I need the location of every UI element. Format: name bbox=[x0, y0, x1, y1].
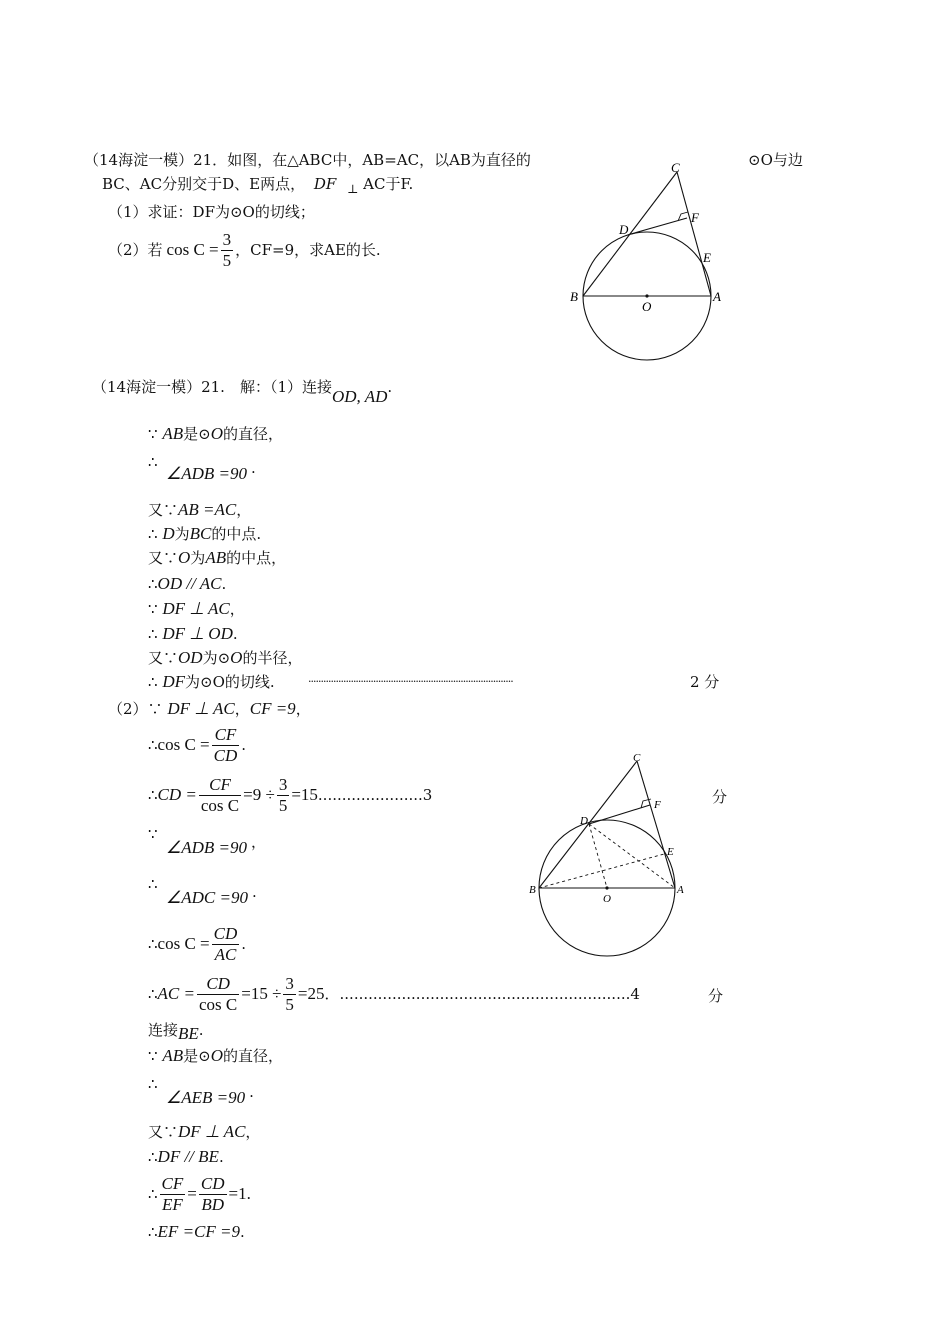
step-10-dots: ·················································································· bbox=[308, 675, 513, 688]
step-7: ∵ DF ⊥ AC， bbox=[148, 599, 245, 618]
fig2-label-f: F bbox=[654, 799, 661, 811]
solution-header bbox=[92, 377, 393, 406]
fig1-label-c: C bbox=[671, 160, 680, 175]
problem-statement-tail: ⊙O与边 bbox=[748, 151, 803, 169]
calc-5-fraction: $\frac{CD}{AC}$ bbox=[213, 923, 238, 964]
part2-pre: （2）若 bbox=[108, 241, 163, 259]
fig2-label-c: C bbox=[633, 752, 641, 764]
calc-13: ∴EF =CF =9. bbox=[148, 1222, 245, 1241]
calc-4-symbol: ∴ bbox=[148, 875, 158, 893]
calc-5: ∴ cos C = $\frac{CD}{AC}$ . bbox=[148, 923, 247, 964]
calc-6-fraction-b: $\frac{3}{5}$ bbox=[285, 973, 294, 1014]
score-4: 分 bbox=[708, 987, 724, 1005]
part2-start: （2）∵ DF ⊥ AC，CF =9， bbox=[108, 699, 311, 718]
problem-part-1: （1）求证：DF为⊙O的切线； bbox=[108, 203, 315, 221]
step-5: 又∵O为AB的中点， bbox=[148, 548, 287, 567]
calc-6: ∴ AC = $\frac{CD}{\text{cos C}}$ =15 ÷ $\frac{3}{5}$ =25 ．.............................................................4 bbox=[148, 973, 640, 1014]
solution-header-math: OD, AD bbox=[332, 387, 388, 406]
calc-12: ∴ $\frac{CF}{EF}$ = $\frac{CD}{BD}$ =1. bbox=[148, 1173, 251, 1214]
step-2: ∠ADB =90 . bbox=[166, 459, 256, 483]
calc-2: ∴ CD = $\frac{CF}{\text{cos C}}$ =9 ÷ $\frac{3}{5}$ =15 ......................3 bbox=[148, 774, 433, 815]
calc-3: ∠ADB =90 ， bbox=[166, 833, 267, 857]
calc-12-fraction-a: $\frac{CF}{EF}$ bbox=[161, 1173, 184, 1214]
calc-10: 又∵DF ⊥ AC， bbox=[148, 1122, 261, 1141]
calc-2-fraction-b: $\frac{3}{5}$ bbox=[278, 774, 288, 815]
part2-post: ，CF=9，求AE的长. bbox=[235, 241, 381, 259]
figure-1 bbox=[560, 155, 740, 365]
calc-6-fraction: $\frac{CD}{\text{cos C}}$ bbox=[199, 973, 238, 1014]
fig1-label-o: O bbox=[642, 299, 652, 314]
fig1-label-e: E bbox=[703, 250, 711, 265]
fig2-label-o: O bbox=[603, 893, 611, 905]
calc-7: 连接BE. bbox=[148, 1021, 204, 1043]
problem-df: DF bbox=[313, 175, 337, 193]
calc-9: ∠AEB =90 . bbox=[166, 1083, 254, 1107]
step-10: ∴ DF为⊙O的切线. bbox=[148, 672, 275, 691]
problem-statement-b: BC、AC分别交于D、E两点， bbox=[102, 175, 306, 193]
solution-header-text: （14海淀一模）21. 解：（1）连接 bbox=[92, 378, 332, 396]
calc-8: ∵ AB是⊙O的直径， bbox=[148, 1046, 283, 1065]
part2-fraction: $\frac{3}{5}$ bbox=[222, 229, 232, 270]
perp-symbol: ⊥ bbox=[347, 182, 359, 196]
step-4: ∴ D为BC的中点. bbox=[148, 524, 262, 543]
problem-part-2 bbox=[108, 226, 381, 274]
fig2-label-b: B bbox=[529, 884, 536, 896]
fig2-label-a: A bbox=[677, 884, 684, 896]
calc-4: ∠ADC =90 . bbox=[166, 883, 257, 907]
calc-1: ∴ cos C = $\frac{CF}{CD}$ . bbox=[148, 724, 247, 765]
calc-2-fraction: $\frac{CF}{\text{cos C}}$ bbox=[200, 774, 240, 815]
calc-3-symbol: ∵ bbox=[148, 825, 158, 843]
step-3: 又∵AB =AC， bbox=[148, 500, 252, 519]
fig2-label-e: E bbox=[667, 846, 674, 858]
problem-statement-a: 如图，在△ABC中，AB=AC，以AB为直径的 bbox=[227, 151, 531, 169]
calc-12-fraction-b: $\frac{CD}{BD}$ bbox=[200, 1173, 225, 1214]
step-9: 又∵OD为⊙O的半径， bbox=[148, 648, 303, 667]
calc-1-fraction: $\frac{CF}{CD}$ bbox=[213, 724, 238, 765]
figure-2 bbox=[525, 745, 695, 960]
solution-header-dot: . bbox=[387, 378, 393, 396]
step-1: ∵ AB是⊙O的直径， bbox=[148, 424, 283, 443]
problem-statement-b-tail: AC于F. bbox=[363, 175, 414, 193]
problem-line-1 bbox=[84, 150, 531, 170]
calc-11: ∴DF // BE. bbox=[148, 1147, 224, 1166]
part2-cos: cos C = bbox=[166, 240, 219, 259]
step-8: ∴ DF ⊥ OD. bbox=[148, 624, 238, 643]
problem-source: （14海淀一模）21． bbox=[84, 151, 228, 169]
score-3: 分 bbox=[712, 788, 728, 806]
fig1-label-b: B bbox=[570, 289, 578, 304]
score-2: 2 分 bbox=[690, 673, 720, 691]
fig2-label-d: D bbox=[580, 815, 588, 827]
fig1-label-d: D bbox=[619, 222, 629, 237]
fig1-label-f: F bbox=[691, 210, 699, 225]
fig1-label-a: A bbox=[713, 289, 721, 304]
problem-line-2 bbox=[102, 174, 413, 195]
step-6: ∴OD // AC. bbox=[148, 574, 227, 593]
step-2-symbol: ∴ bbox=[148, 453, 158, 471]
calc-9-symbol: ∴ bbox=[148, 1075, 158, 1093]
